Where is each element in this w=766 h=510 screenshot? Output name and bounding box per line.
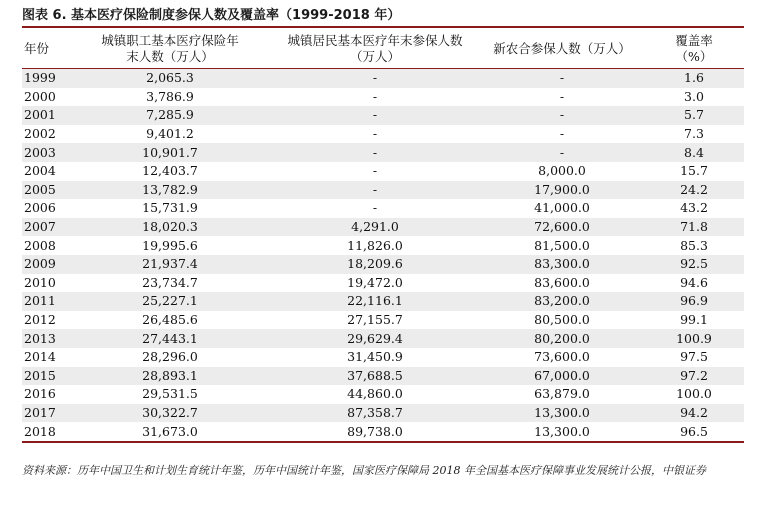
table-row: [22, 329, 744, 348]
cell-ncms: 67,000.0: [480, 367, 644, 386]
cell-ncms: 13,300.0: [480, 422, 644, 442]
cell-ncms: 72,600.0: [480, 218, 644, 237]
cell-urban-resident: 37,688.5: [270, 367, 480, 386]
cell-urban-resident: -: [372, 163, 378, 179]
cell-urban-employee: 28,296.0: [142, 349, 198, 365]
cell-year: 2012: [24, 312, 56, 328]
header-ncms: [480, 30, 644, 69]
cell-year: 2015: [22, 367, 70, 386]
table-row: [22, 199, 744, 218]
cell-urban-employee: 10,901.7: [70, 143, 270, 162]
header-coverage: [644, 30, 744, 69]
table-row: [22, 274, 744, 293]
cell-ncms: 80,200.0: [480, 329, 644, 348]
source-note: 资料来源：历年中国卫生和计划生育统计年鉴，历年中国统计年鉴，国家医疗保障局 2018 年全国基本医疗保障事业发展统计公报，中银证券: [22, 464, 706, 477]
cell-urban-employee: 18,020.3: [70, 218, 270, 237]
cell-ncms: 8,000.0: [538, 163, 586, 179]
cell-ncms: 63,879.0: [534, 386, 590, 402]
cell-urban-resident: 11,826.0: [347, 237, 403, 253]
cell-coverage: 3.0: [684, 88, 704, 104]
cell-coverage: 24.2: [644, 181, 744, 200]
header-coverage-line1: 覆盖率: [675, 33, 713, 48]
cell-ncms: 17,900.0: [480, 181, 644, 200]
table-row: [22, 311, 744, 330]
table-row: [22, 348, 744, 367]
cell-urban-employee: 19,995.6: [142, 237, 198, 253]
table-body: [22, 69, 744, 442]
insurance-table: [22, 30, 744, 443]
cell-ncms: 83,300.0: [480, 255, 644, 274]
cell-ncms: 13,300.0: [480, 404, 644, 423]
cell-ncms: 81,500.0: [534, 237, 590, 253]
cell-coverage: 99.1: [680, 312, 708, 328]
cell-year: 2017: [22, 404, 70, 423]
cell-coverage: 96.5: [644, 422, 744, 442]
cell-urban-resident: 87,358.7: [270, 404, 480, 423]
cell-coverage: 94.6: [680, 274, 708, 290]
cell-coverage: 5.7: [644, 106, 744, 125]
cell-coverage: 96.9: [644, 292, 744, 311]
cell-year: 2016: [24, 386, 56, 402]
cell-urban-resident: -: [372, 88, 378, 104]
cell-coverage: 100.0: [676, 386, 712, 402]
table-row: [22, 385, 744, 404]
top-rule: [22, 26, 744, 28]
cell-year: 2001: [22, 106, 70, 125]
table-row: [22, 367, 744, 386]
cell-ncms: 83,200.0: [480, 292, 644, 311]
cell-urban-employee: 27,443.1: [70, 329, 270, 348]
cell-urban-resident: 44,860.0: [347, 386, 403, 402]
cell-coverage: 85.3: [680, 237, 708, 253]
cell-ncms: -: [559, 88, 565, 104]
cell-ncms: -: [480, 69, 644, 88]
cell-urban-resident: 4,291.0: [270, 218, 480, 237]
cell-urban-employee: 29,531.5: [142, 386, 198, 402]
cell-urban-employee: 9,401.2: [146, 126, 194, 142]
cell-urban-resident: 19,472.0: [347, 274, 403, 290]
cell-year: 2006: [24, 200, 56, 216]
header-urban-resident: [270, 30, 480, 69]
cell-urban-resident: -: [372, 126, 378, 142]
cell-ncms: 80,500.0: [534, 312, 590, 328]
cell-ncms: 83,600.0: [534, 274, 590, 290]
table-row: [22, 218, 744, 237]
header-urban-employee-line2: 末人数（万人）: [126, 49, 214, 64]
cell-urban-resident: 31,450.9: [347, 349, 403, 365]
cell-urban-resident: -: [270, 181, 480, 200]
cell-urban-resident: -: [270, 69, 480, 88]
table-row: [22, 255, 744, 274]
cell-urban-resident: -: [372, 200, 378, 216]
cell-urban-resident: 22,116.1: [270, 292, 480, 311]
cell-year: 2011: [22, 292, 70, 311]
table-row: [22, 106, 744, 125]
cell-urban-resident: -: [270, 143, 480, 162]
cell-urban-resident: 29,629.4: [270, 329, 480, 348]
table-row: [22, 69, 744, 88]
cell-urban-employee: 31,673.0: [70, 422, 270, 442]
cell-year: 2000: [24, 88, 56, 104]
cell-coverage: 92.5: [644, 255, 744, 274]
cell-urban-employee: 23,734.7: [142, 274, 198, 290]
cell-coverage: 100.9: [644, 329, 744, 348]
cell-coverage: 71.8: [644, 218, 744, 237]
cell-urban-employee: 26,485.6: [142, 312, 198, 328]
header-ncms-label: 新农合参保人数（万人）: [493, 41, 631, 56]
cell-coverage: 97.2: [644, 367, 744, 386]
cell-urban-employee: 3,786.9: [146, 88, 194, 104]
cell-ncms: -: [559, 126, 565, 142]
cell-urban-resident: 27,155.7: [347, 312, 403, 328]
header-urban-resident-line2: （万人）: [349, 49, 400, 64]
cell-year: 2005: [22, 181, 70, 200]
cell-urban-employee: 12,403.7: [142, 163, 198, 179]
header-coverage-line2: （%）: [675, 49, 713, 64]
table-row: [22, 88, 744, 107]
cell-year: 2013: [22, 329, 70, 348]
cell-coverage: 7.3: [684, 126, 704, 142]
cell-urban-employee: 25,227.1: [70, 292, 270, 311]
cell-coverage: 94.2: [644, 404, 744, 423]
table-row: [22, 236, 744, 255]
cell-urban-employee: 28,893.1: [70, 367, 270, 386]
cell-urban-employee: 13,782.9: [70, 181, 270, 200]
cell-coverage: 1.6: [644, 69, 744, 88]
header-row: [22, 30, 744, 69]
cell-year: 1999: [22, 69, 70, 88]
cell-urban-resident: 18,209.6: [270, 255, 480, 274]
cell-coverage: 43.2: [680, 200, 708, 216]
header-urban-employee: [70, 30, 270, 69]
cell-year: 2009: [22, 255, 70, 274]
cell-year: 2003: [22, 143, 70, 162]
cell-ncms: -: [480, 143, 644, 162]
cell-year: 2002: [24, 126, 56, 142]
cell-urban-employee: 30,322.7: [70, 404, 270, 423]
cell-year: 2010: [24, 274, 56, 290]
table-row: [22, 125, 744, 144]
cell-year: 2018: [22, 422, 70, 442]
cell-urban-employee: 21,937.4: [70, 255, 270, 274]
cell-urban-resident: -: [270, 106, 480, 125]
cell-urban-employee: 7,285.9: [70, 106, 270, 125]
cell-ncms: 73,600.0: [534, 349, 590, 365]
cell-year: 2007: [22, 218, 70, 237]
header-year-label: 年份: [24, 41, 50, 56]
figure-title: 图表 6. 基本医疗保险制度参保人数及覆盖率（1999-2018 年）: [22, 8, 401, 23]
table-row: [22, 292, 744, 311]
header-urban-employee-line1: 城镇职工基本医疗保险年: [101, 33, 239, 48]
table-row: [22, 404, 744, 423]
cell-year: 2014: [24, 349, 56, 365]
table-row: [22, 422, 744, 442]
table-row: [22, 162, 744, 181]
cell-coverage: 15.7: [680, 163, 708, 179]
cell-ncms: 41,000.0: [534, 200, 590, 216]
cell-year: 2008: [24, 237, 56, 253]
table-header: [22, 30, 744, 69]
cell-coverage: 97.5: [680, 349, 708, 365]
cell-coverage: 8.4: [644, 143, 744, 162]
table-row: [22, 143, 744, 162]
header-year: [22, 30, 70, 69]
cell-year: 2004: [24, 163, 56, 179]
table-row: [22, 181, 744, 200]
cell-ncms: -: [480, 106, 644, 125]
header-urban-resident-line1: 城镇居民基本医疗年末参保人数: [287, 33, 463, 48]
cell-urban-resident: 89,738.0: [270, 422, 480, 442]
cell-urban-employee: 15,731.9: [142, 200, 198, 216]
cell-urban-employee: 2,065.3: [70, 69, 270, 88]
